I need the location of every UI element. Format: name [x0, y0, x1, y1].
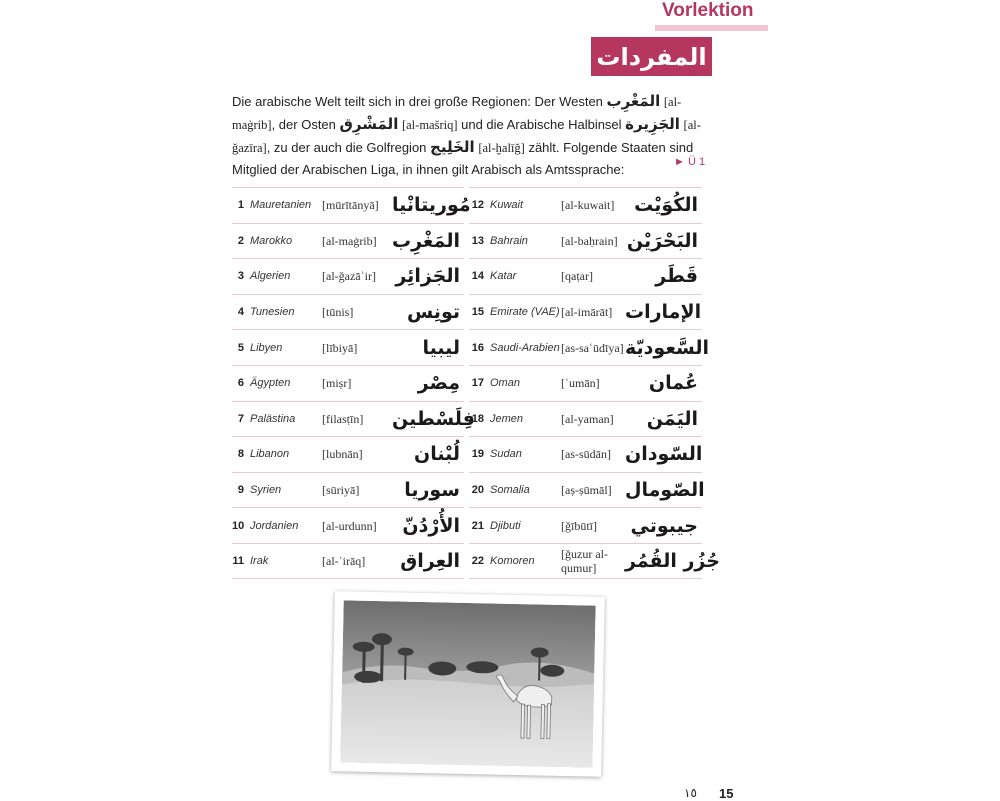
mashriq-arabic: المَشْرِق — [339, 115, 399, 133]
country-name-german: Bahrain — [490, 234, 528, 247]
country-number: 20 — [471, 484, 484, 497]
country-number: 7 — [237, 412, 244, 425]
country-name-german: Libyen — [250, 341, 283, 354]
section-label: Vorlektion — [662, 0, 754, 21]
country-transliteration: [sūriyā] — [322, 483, 360, 498]
country-name-german: Libanon — [250, 448, 290, 461]
country-number: 11 — [232, 554, 244, 567]
country-name-german: Jemen — [490, 412, 524, 425]
country-name-german: Irak — [250, 554, 269, 567]
intro-text-5: zählt. Folgende Staaten sind Mitglied der Arabischen Liga, in ihnen gilt Arabisch als Amtssprache: — [232, 140, 694, 177]
intro-paragraph — [232, 90, 708, 181]
country-transliteration: [al-baḥrain] — [561, 233, 618, 248]
country-name-german: Saudi-Arabien — [490, 341, 560, 354]
country-name-german: Somalia — [490, 484, 530, 497]
country-number: 18 — [471, 412, 484, 425]
country-name-arabic: العِراق — [400, 549, 460, 572]
country-name-german: Katar — [490, 270, 517, 283]
country-name-arabic: لُبْنان — [414, 443, 460, 466]
country-transliteration: [mūrītānyā] — [322, 198, 379, 213]
maghrib-transliteration: [al-maġrib] — [232, 95, 682, 132]
country-name-arabic: الجَزائِر — [395, 265, 460, 288]
country-row — [232, 365, 464, 401]
country-name-arabic: تونِس — [406, 301, 460, 324]
country-name-german: Marokko — [250, 234, 293, 247]
country-transliteration: [al-imārāt] — [561, 305, 613, 320]
country-number: 16 — [471, 341, 484, 354]
country-number: 12 — [471, 199, 484, 212]
country-name-arabic: المَغْرِب — [392, 229, 461, 252]
country-name-arabic: السّودان — [625, 443, 703, 466]
country-name-arabic: البَحْرَيْن — [626, 229, 698, 252]
country-number: 4 — [237, 306, 244, 319]
country-transliteration: [al-kuwait] — [561, 198, 615, 213]
country-row — [232, 401, 475, 437]
intro-text-1: Die arabische Welt teilt sich in drei große Regionen: Der Westen — [232, 94, 607, 109]
country-transliteration: [al-ǧazāʾir] — [322, 269, 376, 284]
country-row — [232, 294, 464, 330]
country-transliteration: [miṣr] — [322, 376, 352, 391]
intro-text-2: , der Osten — [271, 117, 340, 132]
khalij-transliteration: [al-ḫalīǧ] — [478, 141, 525, 155]
country-name-arabic: مِصْر — [417, 372, 460, 395]
country-transliteration: [as-sūdān] — [561, 447, 611, 462]
country-name-arabic: ليبيا — [422, 336, 460, 359]
country-number: 19 — [471, 448, 484, 461]
country-transliteration: [aṣ-ṣūmāl] — [561, 483, 612, 498]
country-name-german: Algerien — [250, 270, 291, 283]
countries-table-right — [469, 187, 720, 579]
countries-table-left — [232, 187, 475, 579]
country-row — [469, 365, 702, 401]
country-row — [469, 507, 702, 543]
country-row — [232, 258, 464, 294]
page-number: 15 — [719, 786, 734, 801]
country-row — [469, 329, 710, 365]
country-row — [232, 223, 464, 259]
jazira-arabic: الجَزِيرة — [625, 115, 680, 133]
photo-image — [340, 600, 595, 767]
country-number: 5 — [237, 341, 244, 354]
country-name-arabic: الصّومال — [625, 479, 705, 502]
country-number: 21 — [471, 519, 484, 532]
country-number: 13 — [471, 234, 484, 247]
country-transliteration: [qaṭar] — [561, 269, 593, 284]
country-row — [469, 472, 705, 508]
country-number: 14 — [471, 270, 484, 283]
country-number: 17 — [471, 377, 484, 390]
page-number-arabic: ١٥ — [684, 786, 697, 800]
country-name-german: Emirate (VAE) — [490, 306, 560, 319]
page-title: المفردات — [591, 37, 712, 76]
intro-text-3: und die Arabische Halbinsel — [457, 117, 626, 132]
intro-text-4: , zu der auch die Golfregion — [266, 140, 431, 155]
country-transliteration: [lubnān] — [322, 447, 363, 462]
country-number: 2 — [237, 234, 244, 247]
country-name-german: Palästina — [250, 412, 296, 425]
country-number: 3 — [237, 270, 244, 283]
country-transliteration: [as-saʿūdīya] — [561, 340, 624, 355]
country-transliteration: [ʿumān] — [561, 376, 600, 391]
country-number: 9 — [237, 484, 244, 497]
country-row — [469, 436, 702, 472]
country-number: 22 — [471, 554, 484, 567]
desert-camel-photo — [331, 591, 605, 777]
country-name-arabic: الأُرْدُنّ — [402, 514, 460, 537]
country-name-arabic: اليَمَن — [646, 407, 698, 430]
country-name-arabic: الكُوَيْت — [634, 194, 698, 217]
country-transliteration: [ǧībūtī] — [561, 518, 597, 533]
country-row — [469, 543, 720, 579]
country-name-german: Kuwait — [490, 199, 524, 212]
country-row — [232, 472, 464, 508]
country-number: 8 — [237, 448, 244, 461]
country-name-german: Djibuti — [490, 519, 521, 532]
country-row — [232, 543, 464, 579]
country-row — [232, 329, 464, 365]
country-row — [469, 258, 702, 294]
country-transliteration: [al-urdunn] — [322, 518, 377, 533]
country-transliteration: [lībiyā] — [322, 340, 358, 355]
country-name-german: Oman — [490, 377, 520, 390]
country-name-german: Jordanien — [250, 519, 299, 532]
country-row — [469, 223, 702, 259]
section-rule — [655, 25, 768, 31]
country-transliteration: [filasṭīn] — [322, 411, 364, 426]
country-row — [469, 187, 702, 223]
country-name-arabic: عُمان — [648, 372, 698, 395]
country-number: 1 — [237, 199, 244, 212]
khalij-arabic: الخَلِيج — [430, 138, 475, 156]
maghrib-arabic: المَغْرِب — [606, 92, 661, 110]
country-name-arabic: مُوريتانْيا — [392, 194, 471, 217]
country-number: 10 — [232, 519, 245, 532]
country-name-german: Sudan — [490, 448, 522, 461]
country-transliteration: [tūnis] — [322, 305, 354, 320]
country-number: 6 — [237, 377, 244, 390]
country-name-german: Mauretanien — [250, 199, 312, 212]
country-name-arabic: جُزُر القُمُر — [625, 549, 720, 572]
country-transliteration: [al-ʿirāq] — [322, 553, 366, 568]
country-row — [232, 507, 464, 543]
country-row — [469, 294, 702, 330]
country-name-arabic: فِلَسْطين — [392, 407, 475, 430]
country-transliteration: [al-maġrib] — [322, 233, 377, 248]
country-name-arabic: سوريا — [404, 479, 460, 502]
country-name-german: Ägypten — [250, 377, 291, 390]
exercise-reference-link[interactable]: ► Ü 1 — [674, 156, 706, 168]
country-name-german: Tunesien — [250, 306, 295, 319]
country-name-german: Komoren — [490, 554, 535, 567]
country-row — [232, 436, 464, 472]
country-name-arabic: السَّعوديّة — [625, 336, 710, 359]
country-transliteration: [ǧuzur al-qumur] — [561, 546, 608, 575]
country-name-arabic: جيبوتي — [630, 514, 698, 537]
country-row — [232, 187, 471, 223]
country-transliteration: [al-yaman] — [561, 411, 614, 426]
mashriq-transliteration: [al-mašriq] — [401, 118, 458, 132]
jazira-transliteration: [al-ǧazīra] — [232, 118, 701, 155]
country-number: 15 — [471, 306, 484, 319]
country-name-arabic: الإمارات — [625, 301, 702, 324]
country-name-arabic: قَطَر — [655, 265, 698, 288]
country-row — [469, 401, 702, 437]
country-name-german: Syrien — [250, 484, 282, 497]
